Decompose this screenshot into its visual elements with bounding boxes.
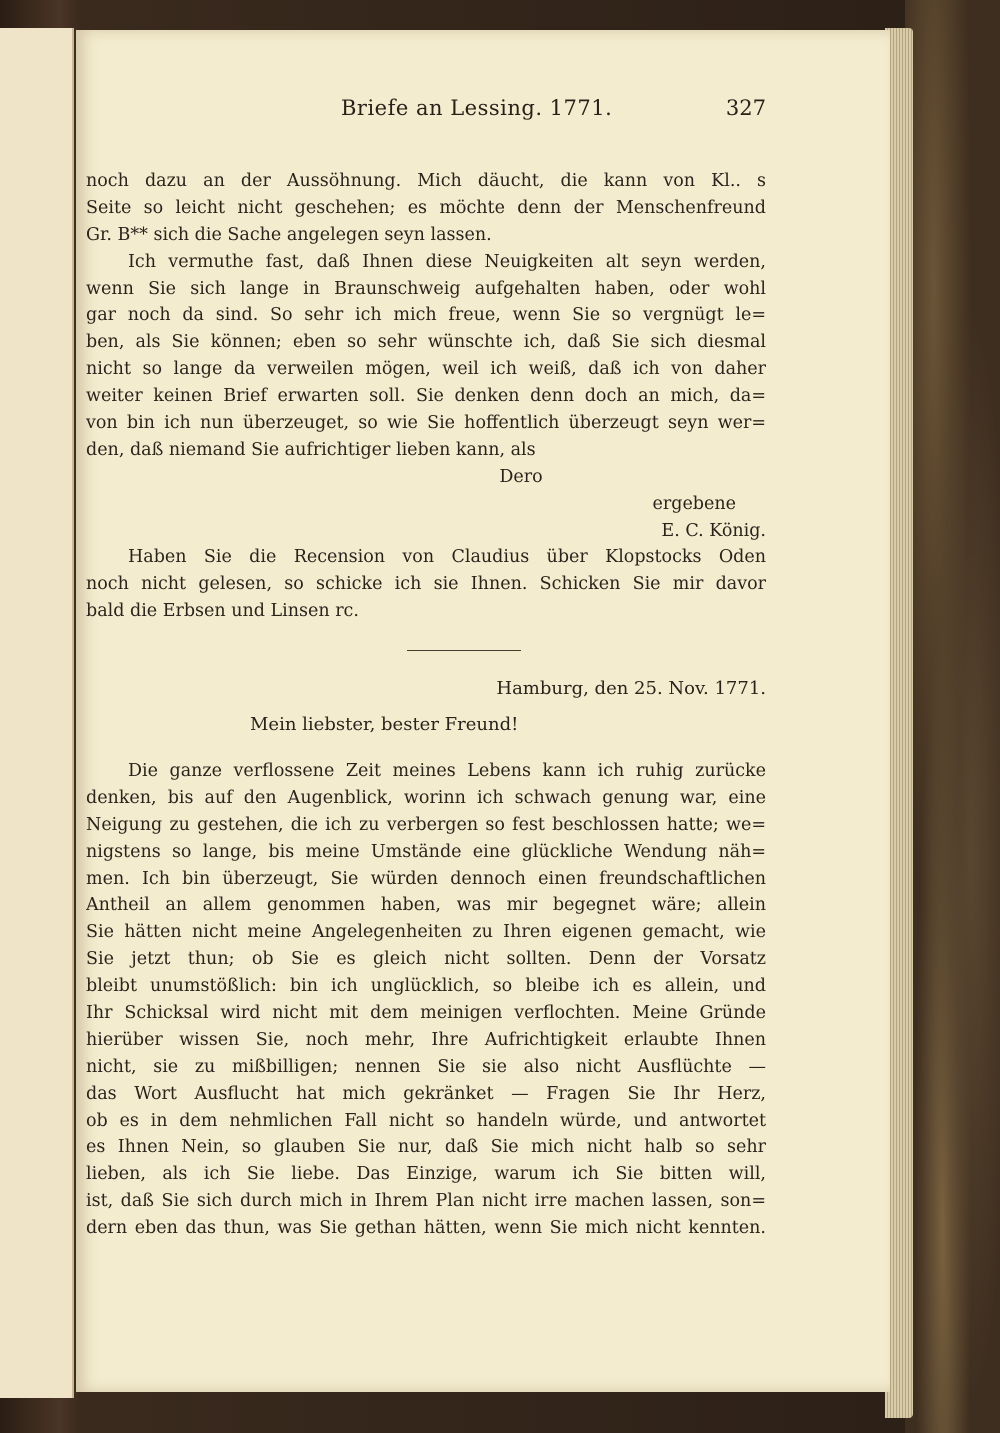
postscript-line: noch nicht gelesen, so schicke ich sie Ihnen. Schicken Sie mir davor bbox=[86, 574, 766, 595]
text-line: Ihr Schicksal wird nicht mit dem meinigen verflochten. Meine Gründe bbox=[86, 1003, 766, 1024]
letter-body bbox=[86, 758, 766, 1242]
page-header bbox=[76, 96, 766, 126]
text-line: dern eben das thun, was Sie gethan hätten, wenn Sie mich nicht kennten. bbox=[86, 1218, 766, 1239]
text-line: Ich vermuthe fast, daß Ihnen diese Neuigkeiten alt seyn werden, bbox=[128, 251, 766, 272]
text-line: men. Ich bin überzeugt, Sie würden dennoch einen freundschaftlichen bbox=[86, 868, 766, 889]
text-line: Sie jetzt thun; ob Sie es gleich nicht sollten. Denn der Vorsatz bbox=[86, 949, 766, 970]
text-line: wenn Sie sich lange in Braunschweig aufgehalten haben, oder wohl bbox=[86, 278, 766, 299]
text-line: denken, bis auf den Augenblick, worinn ich schwach genung war, eine bbox=[86, 787, 766, 808]
text-line: das Wort Ausflucht hat mich gekränket — Fragen Sie Ihr Herz, bbox=[86, 1083, 766, 1104]
text-line: Seite so leicht nicht geschehen; es möchte denn der Menschenfreund bbox=[86, 197, 766, 218]
book-cover-edge bbox=[905, 0, 1000, 1433]
text-line: Sie hätten nicht meine Angelegenheiten zu Ihren eigenen gemacht, wie bbox=[86, 922, 766, 943]
text-line: von bin ich nun überzeuget, so wie Sie hoffentlich überzeugt seyn wer= bbox=[86, 413, 766, 434]
text-line: ob es in dem nehmlichen Fall nicht so handeln würde, und antwortet bbox=[86, 1110, 766, 1131]
text-line: Die ganze verflossene Zeit meines Lebens kann ich ruhig zurücke bbox=[128, 761, 766, 781]
running-head: Briefe an Lessing. 1771. bbox=[341, 96, 613, 120]
text-line: weiter keinen Brief erwarten soll. Sie denken denn doch an mich, da= bbox=[86, 386, 766, 407]
letter-end-block bbox=[86, 168, 766, 625]
postscript-line: bald die Erbsen und Linsen rc. bbox=[86, 601, 359, 622]
postscript-line: Haben Sie die Recension von Claudius über Klopstocks Oden bbox=[128, 547, 766, 568]
page-number: 327 bbox=[725, 96, 766, 120]
text-line: ben, als Sie können; eben so sehr wünschte ich, daß Sie sich diesmal bbox=[86, 332, 766, 353]
text-line: nigstens so lange, bis meine Umstände eine glückliche Wendung näh= bbox=[86, 841, 766, 862]
text-line: Antheil an allem genommen haben, was mir begegnet wäre; allein bbox=[86, 895, 766, 916]
letter-salutation: Mein liebster, bester Freund! bbox=[250, 714, 519, 735]
signature: E. C. König. bbox=[661, 520, 766, 541]
text-line: Neigung zu gestehen, die ich zu verbergen so fest beschlossen hatte; we= bbox=[86, 814, 766, 835]
text-line: hierüber wissen Sie, noch mehr, Ihre Aufrichtigkeit erlaubte Ihnen bbox=[86, 1029, 766, 1050]
text-line: ist, daß Sie sich durch mich in Ihrem Plan nicht irre machen lassen, son= bbox=[86, 1191, 766, 1212]
text-line: nicht so lange da verweilen mögen, weil ich weiß, daß ich von daher bbox=[86, 359, 766, 380]
text-line: noch dazu an der Aussöhnung. Mich däucht, die kann von Kl.. s bbox=[86, 171, 766, 191]
closing-ergebene: ergebene bbox=[652, 493, 736, 514]
text-line: den, daß niemand Sie aufrichtiger lieben kann, als bbox=[86, 439, 536, 460]
text-line: Gr. B** sich die Sache angelegen seyn lassen. bbox=[86, 224, 492, 245]
text-line: bleibt unumstößlich: bin ich unglücklich, so bleibe ich es allein, und bbox=[86, 976, 766, 997]
text-line: lieben, als ich Sie liebe. Das Einzige, warum ich Sie bitten will, bbox=[86, 1164, 766, 1185]
text-line: gar noch da sind. So sehr ich mich freue, wenn Sie so vergnügt le= bbox=[86, 305, 766, 326]
letter-dateline: Hamburg, den 25. Nov. 1771. bbox=[496, 678, 766, 699]
text-line: es Ihnen Nein, so glauben Sie nur, daß Sie mich nicht halb so sehr bbox=[86, 1137, 766, 1158]
text-line: nicht, sie zu mißbilligen; nennen Sie sie also nicht Ausflüchte — bbox=[86, 1056, 766, 1077]
closing: Dero bbox=[499, 466, 543, 487]
facing-page-edge bbox=[0, 28, 74, 1398]
letter-separator-rule bbox=[407, 650, 521, 651]
